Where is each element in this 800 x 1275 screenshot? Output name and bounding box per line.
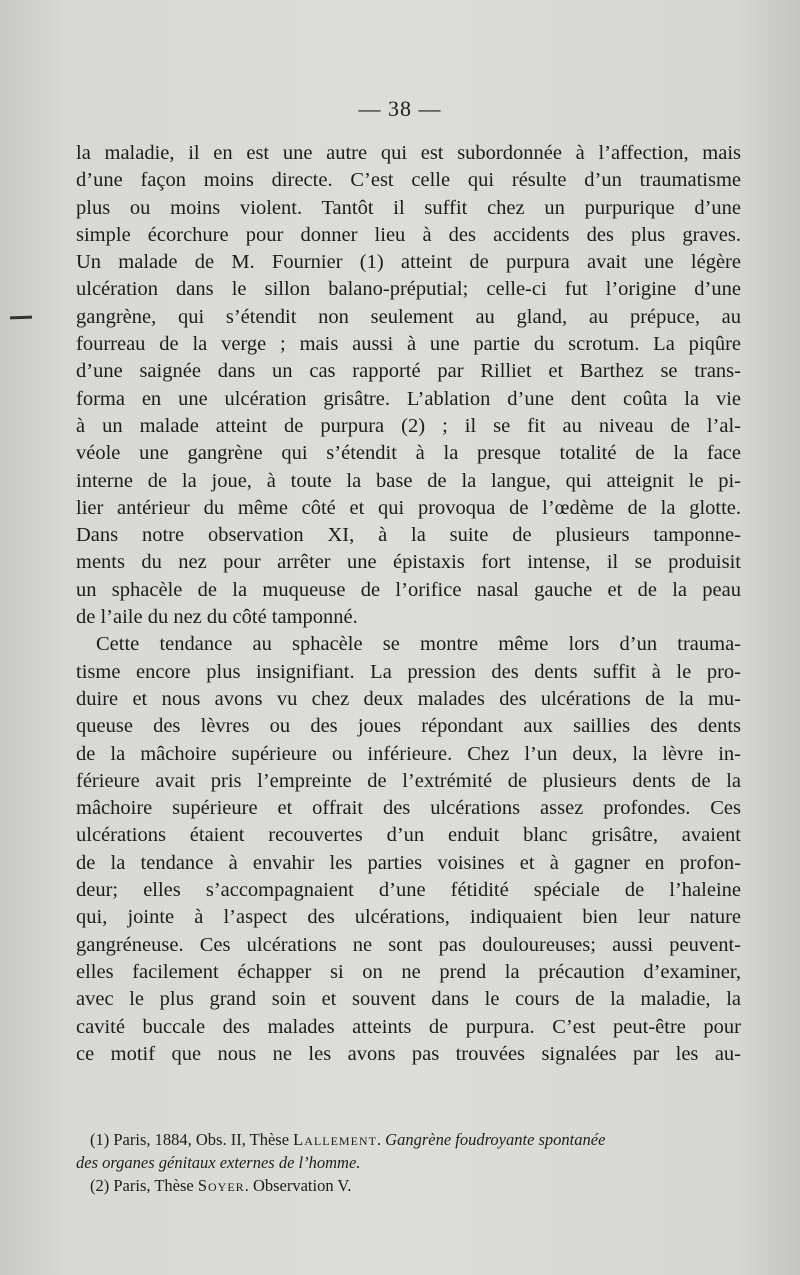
text-line: lier antérieur du même côté et qui provoqua de l’œdème de la glotte. [76,496,741,519]
text-line: forma en une ulcération grisâtre. L’ablation d’une dent coûta la vie [76,387,741,410]
footnote-1-title-cont: des organes génitaux externes de l’homme. [76,1153,361,1172]
text-line: d’une façon moins directe. C’est celle qui résulte d’un traumatisme [76,169,741,192]
text-line: ulcération dans le sillon balano-préputial; celle-ci fut l’origine d’une [76,278,741,301]
text-line: gangrène, qui s’étendit non seulement au gland, au prépuce, au [76,305,741,328]
footnote-1-separator: . [376,1130,386,1149]
text-line: un sphacèle de la muqueuse de l’orifice nasal gauche et de la peau [76,578,741,601]
text-line: la maladie, il en est une autre qui est subordonnée à l’affection, mais [76,142,741,164]
text-line: gangréneuse. Ces ulcérations ne sont pas douloureuses; aussi peuvent- [76,933,741,956]
text-line: de l’aile du nez du côté tamponné. [76,606,358,629]
text-line: mâchoire supérieure et offrait des ulcérations assez profondes. Ces [76,797,741,820]
footnote-2-prefix: (2) Paris, Thèse [90,1176,198,1195]
footnotes [76,1128,741,1197]
footnote-1 [76,1128,741,1151]
text-line: Un malade de M. Fournier (1) atteint de purpura avait une légère [76,251,741,274]
text-line: à un malade atteint de purpura (2) ; il se fit au niveau de l’al- [76,414,741,437]
text-line: tisme encore plus insignifiant. La pression des dents suffit à le pro- [76,660,741,683]
text-line: ulcérations étaient recouvertes d’un enduit blanc grisâtre, avaient [76,824,741,847]
text-line: Dans notre observation XI, à la suite de plusieurs tamponne- [76,524,741,547]
text-line: simple écorchure pour donner lieu à des accidents des plus graves. [76,223,741,246]
text-line: ments du nez pour arrêter une épistaxis fort intense, il se produisit [76,551,741,574]
text-line: interne de la joue, à toute la base de la langue, qui atteignit le pi- [76,469,741,492]
text-line: férieure avait pris l’empreinte de l’extrémité de plusieurs dents de la [76,769,741,792]
text-line: queuse des lèvres ou des joues répondant aux saillies des dents [76,715,741,738]
text-line: véole une gangrène qui s’étendit à la presque totalité de la face [76,442,741,465]
text-line: duire et nous avons vu chez deux malades des ulcérations de la mu- [76,687,741,710]
body-text [76,140,741,1068]
margin-mark [10,316,32,320]
text-line: Cette tendance au sphacèle se montre même lors d’un trauma- [96,633,741,656]
text-line: cavité buccale des malades atteints de purpura. C’est peut-être pour [76,1015,741,1038]
text-line: fourreau de la verge ; mais aussi à une partie du scrotum. La piqûre [76,333,741,356]
text-line: ce motif que nous ne les avons pas trouvées signalées par les au- [76,1042,741,1065]
footnote-2-suffix: . Observation V. [244,1176,352,1195]
footnote-1-author: Lallement [293,1130,377,1149]
text-line: de la mâchoire supérieure ou inférieure. Chez l’un deux, la lèvre in- [76,742,741,765]
text-line: qui, jointe à l’aspect des ulcérations, indiquaient bien leur nature [76,906,741,929]
text-line: avec le plus grand soin et souvent dans le cours de la maladie, la [76,988,741,1011]
page-number: — 38 — [358,96,442,121]
footnote-1-continued [76,1151,741,1174]
text-line: deur; elles s’accompagnaient d’une fétidité spéciale de l’haleine [76,879,741,902]
footnote-2-author: Soyer [197,1176,245,1195]
footnote-1-prefix: (1) Paris, 1884, Obs. II, Thèse [90,1130,294,1149]
text-line: plus ou moins violent. Tantôt il suffit chez un purpurique d’une [76,196,741,219]
footnote-1-title: Gangrène foudroyante spontanée [385,1130,606,1149]
footnote-2 [76,1174,741,1197]
text-line: de la tendance à envahir les parties voisines et à gagner en profon- [76,851,741,874]
text-line: elles facilement échapper si on ne prend la précaution d’examiner, [76,960,741,983]
text-line: d’une saignée dans un cas rapporté par Rilliet et Barthez se trans- [76,360,741,383]
